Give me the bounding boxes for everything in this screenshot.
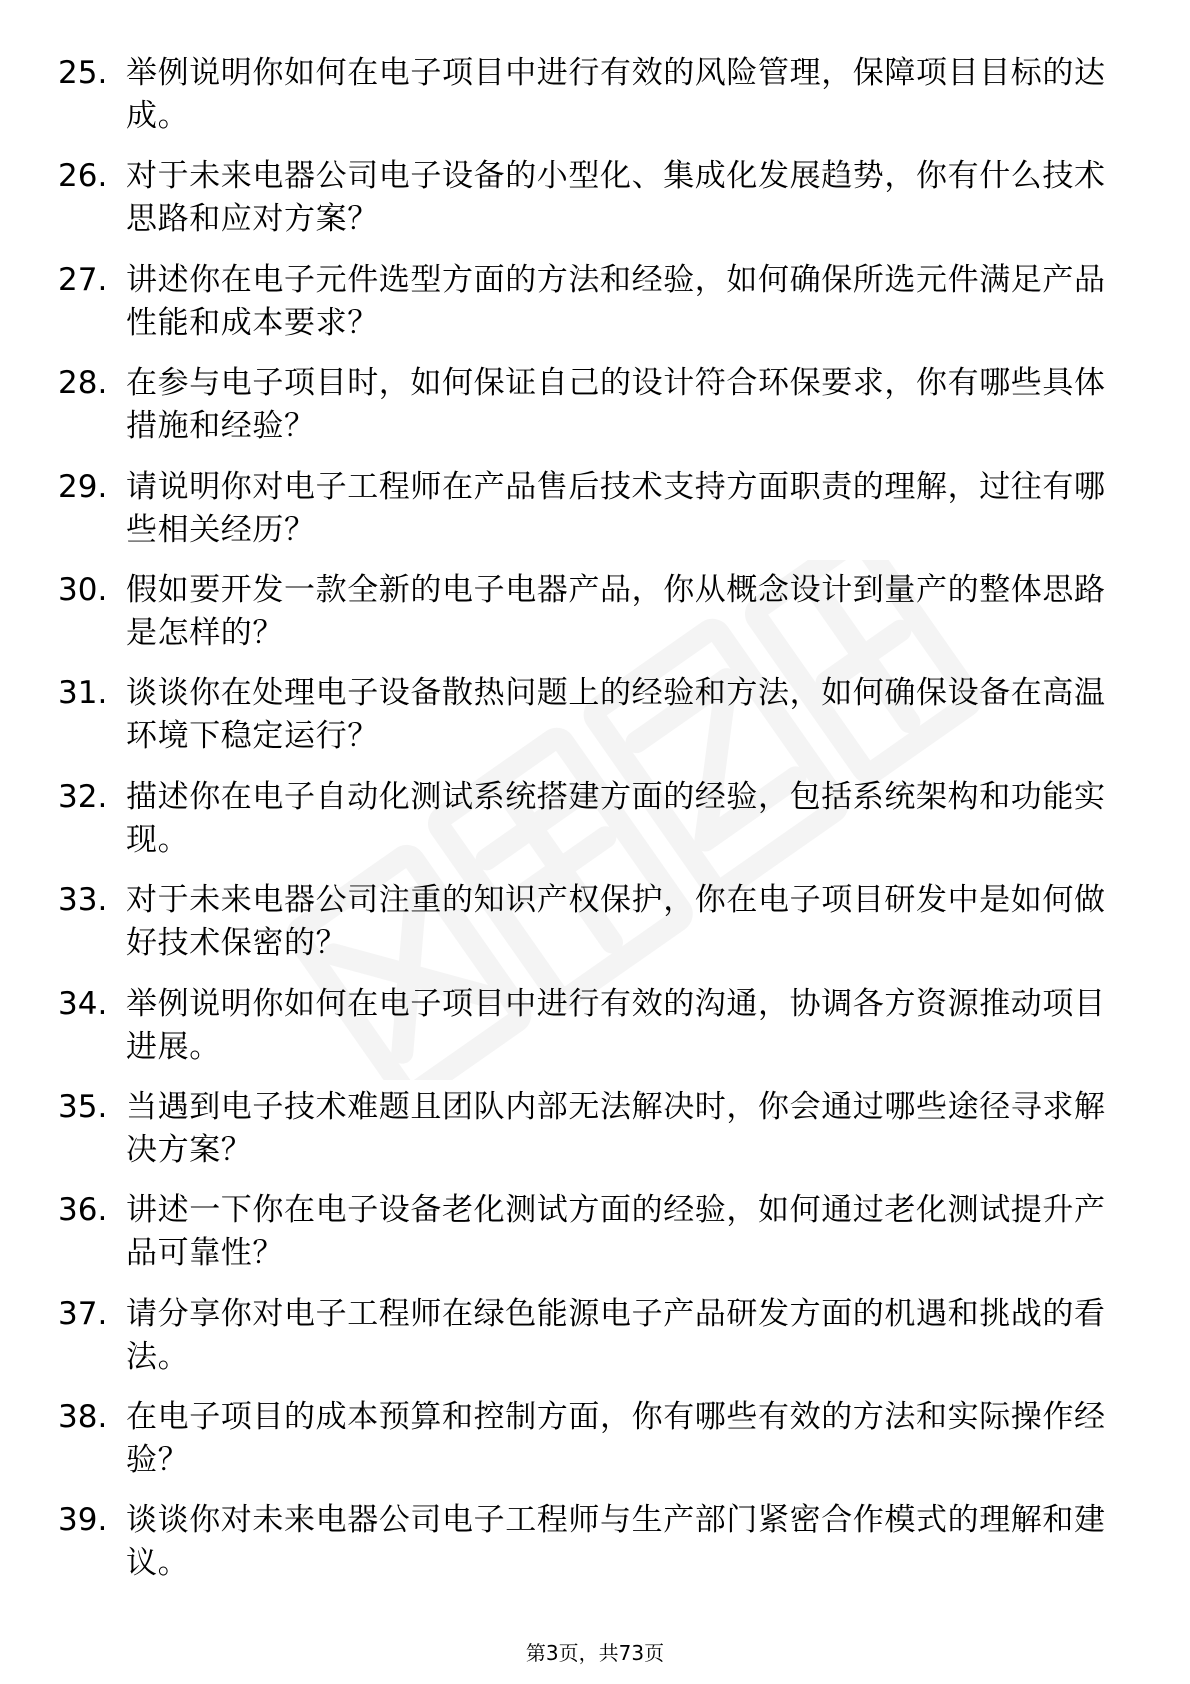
question-text: 谈谈你在处理电子设备散热问题上的经验和方法，如何确保设备在高温环境下稳定运行？ (126, 675, 1106, 755)
list-item (0, 259, 1190, 362)
question-number: 35. (58, 1088, 108, 1125)
question-text: 对于未来电器公司电子设备的小型化、集成化发展趋势，你有什么技术思路和应对方案？ (126, 158, 1106, 238)
list-item (0, 155, 1190, 258)
question-text: 请说明你对电子工程师在产品售后技术支持方面职责的理解，过往有哪些相关经历？ (126, 468, 1106, 548)
question-text: 当遇到电子技术难题且团队内部无法解决时，你会通过哪些途径寻求解决方案？ (126, 1088, 1106, 1168)
question-list (0, 52, 1190, 1603)
question-number: 39. (58, 1502, 108, 1539)
page-number-label: 第3页，共73页 (525, 1641, 665, 1665)
question-number: 34. (58, 985, 108, 1022)
page-footer (0, 1640, 1190, 1666)
question-number: 27. (58, 261, 108, 298)
question-number: 32. (58, 778, 108, 815)
list-item (0, 1086, 1190, 1189)
question-text: 讲述一下你在电子设备老化测试方面的经验，如何通过老化测试提升产品可靠性？ (126, 1192, 1106, 1272)
question-text: 对于未来电器公司注重的知识产权保护，你在电子项目研发中是如何做好技术保密的？ (126, 882, 1106, 962)
question-text: 讲述你在电子元件选型方面的方法和经验，如何确保所选元件满足产品性能和成本要求？ (126, 261, 1106, 341)
question-text: 在参与电子项目时，如何保证自己的设计符合环保要求，你有哪些具体措施和经验？ (126, 365, 1106, 445)
list-item (0, 466, 1190, 569)
question-number: 25. (58, 55, 108, 91)
question-number: 37. (58, 1295, 108, 1332)
list-item (0, 569, 1190, 672)
question-text: 描述你在电子自动化测试系统搭建方面的经验，包括系统架构和功能实现。 (126, 778, 1106, 858)
list-item (0, 1396, 1190, 1499)
question-number: 26. (58, 158, 108, 195)
question-text: 请分享你对电子工程师在绿色能源电子产品研发方面的机遇和挑战的看法。 (126, 1295, 1106, 1375)
list-item (0, 672, 1190, 775)
list-item (0, 1189, 1190, 1292)
question-text: 举例说明你如何在电子项目中进行有效的风险管理，保障项目目标的达成。 (126, 55, 1106, 134)
question-number: 33. (58, 882, 108, 919)
question-number: 28. (58, 365, 108, 402)
list-item (0, 52, 1190, 155)
question-text: 假如要开发一款全新的电子电器产品，你从概念设计到量产的整体思路是怎样的？ (126, 571, 1106, 651)
list-item (0, 1293, 1190, 1396)
question-text: 在电子项目的成本预算和控制方面，你有哪些有效的方法和实际操作经验？ (126, 1399, 1106, 1479)
question-text: 谈谈你对未来电器公司电子工程师与生产部门紧密合作模式的理解和建议。 (126, 1502, 1106, 1582)
question-number: 30. (58, 571, 108, 608)
list-item (0, 362, 1190, 465)
question-number: 36. (58, 1192, 108, 1229)
question-text: 举例说明你如何在电子项目中进行有效的沟通，协调各方资源推动项目进展。 (126, 985, 1106, 1065)
list-item (0, 776, 1190, 879)
question-number: 31. (58, 675, 108, 712)
question-number: 38. (58, 1399, 108, 1436)
question-number: 29. (58, 468, 108, 505)
list-item (0, 879, 1190, 982)
list-item (0, 983, 1190, 1086)
list-item (0, 1499, 1190, 1602)
